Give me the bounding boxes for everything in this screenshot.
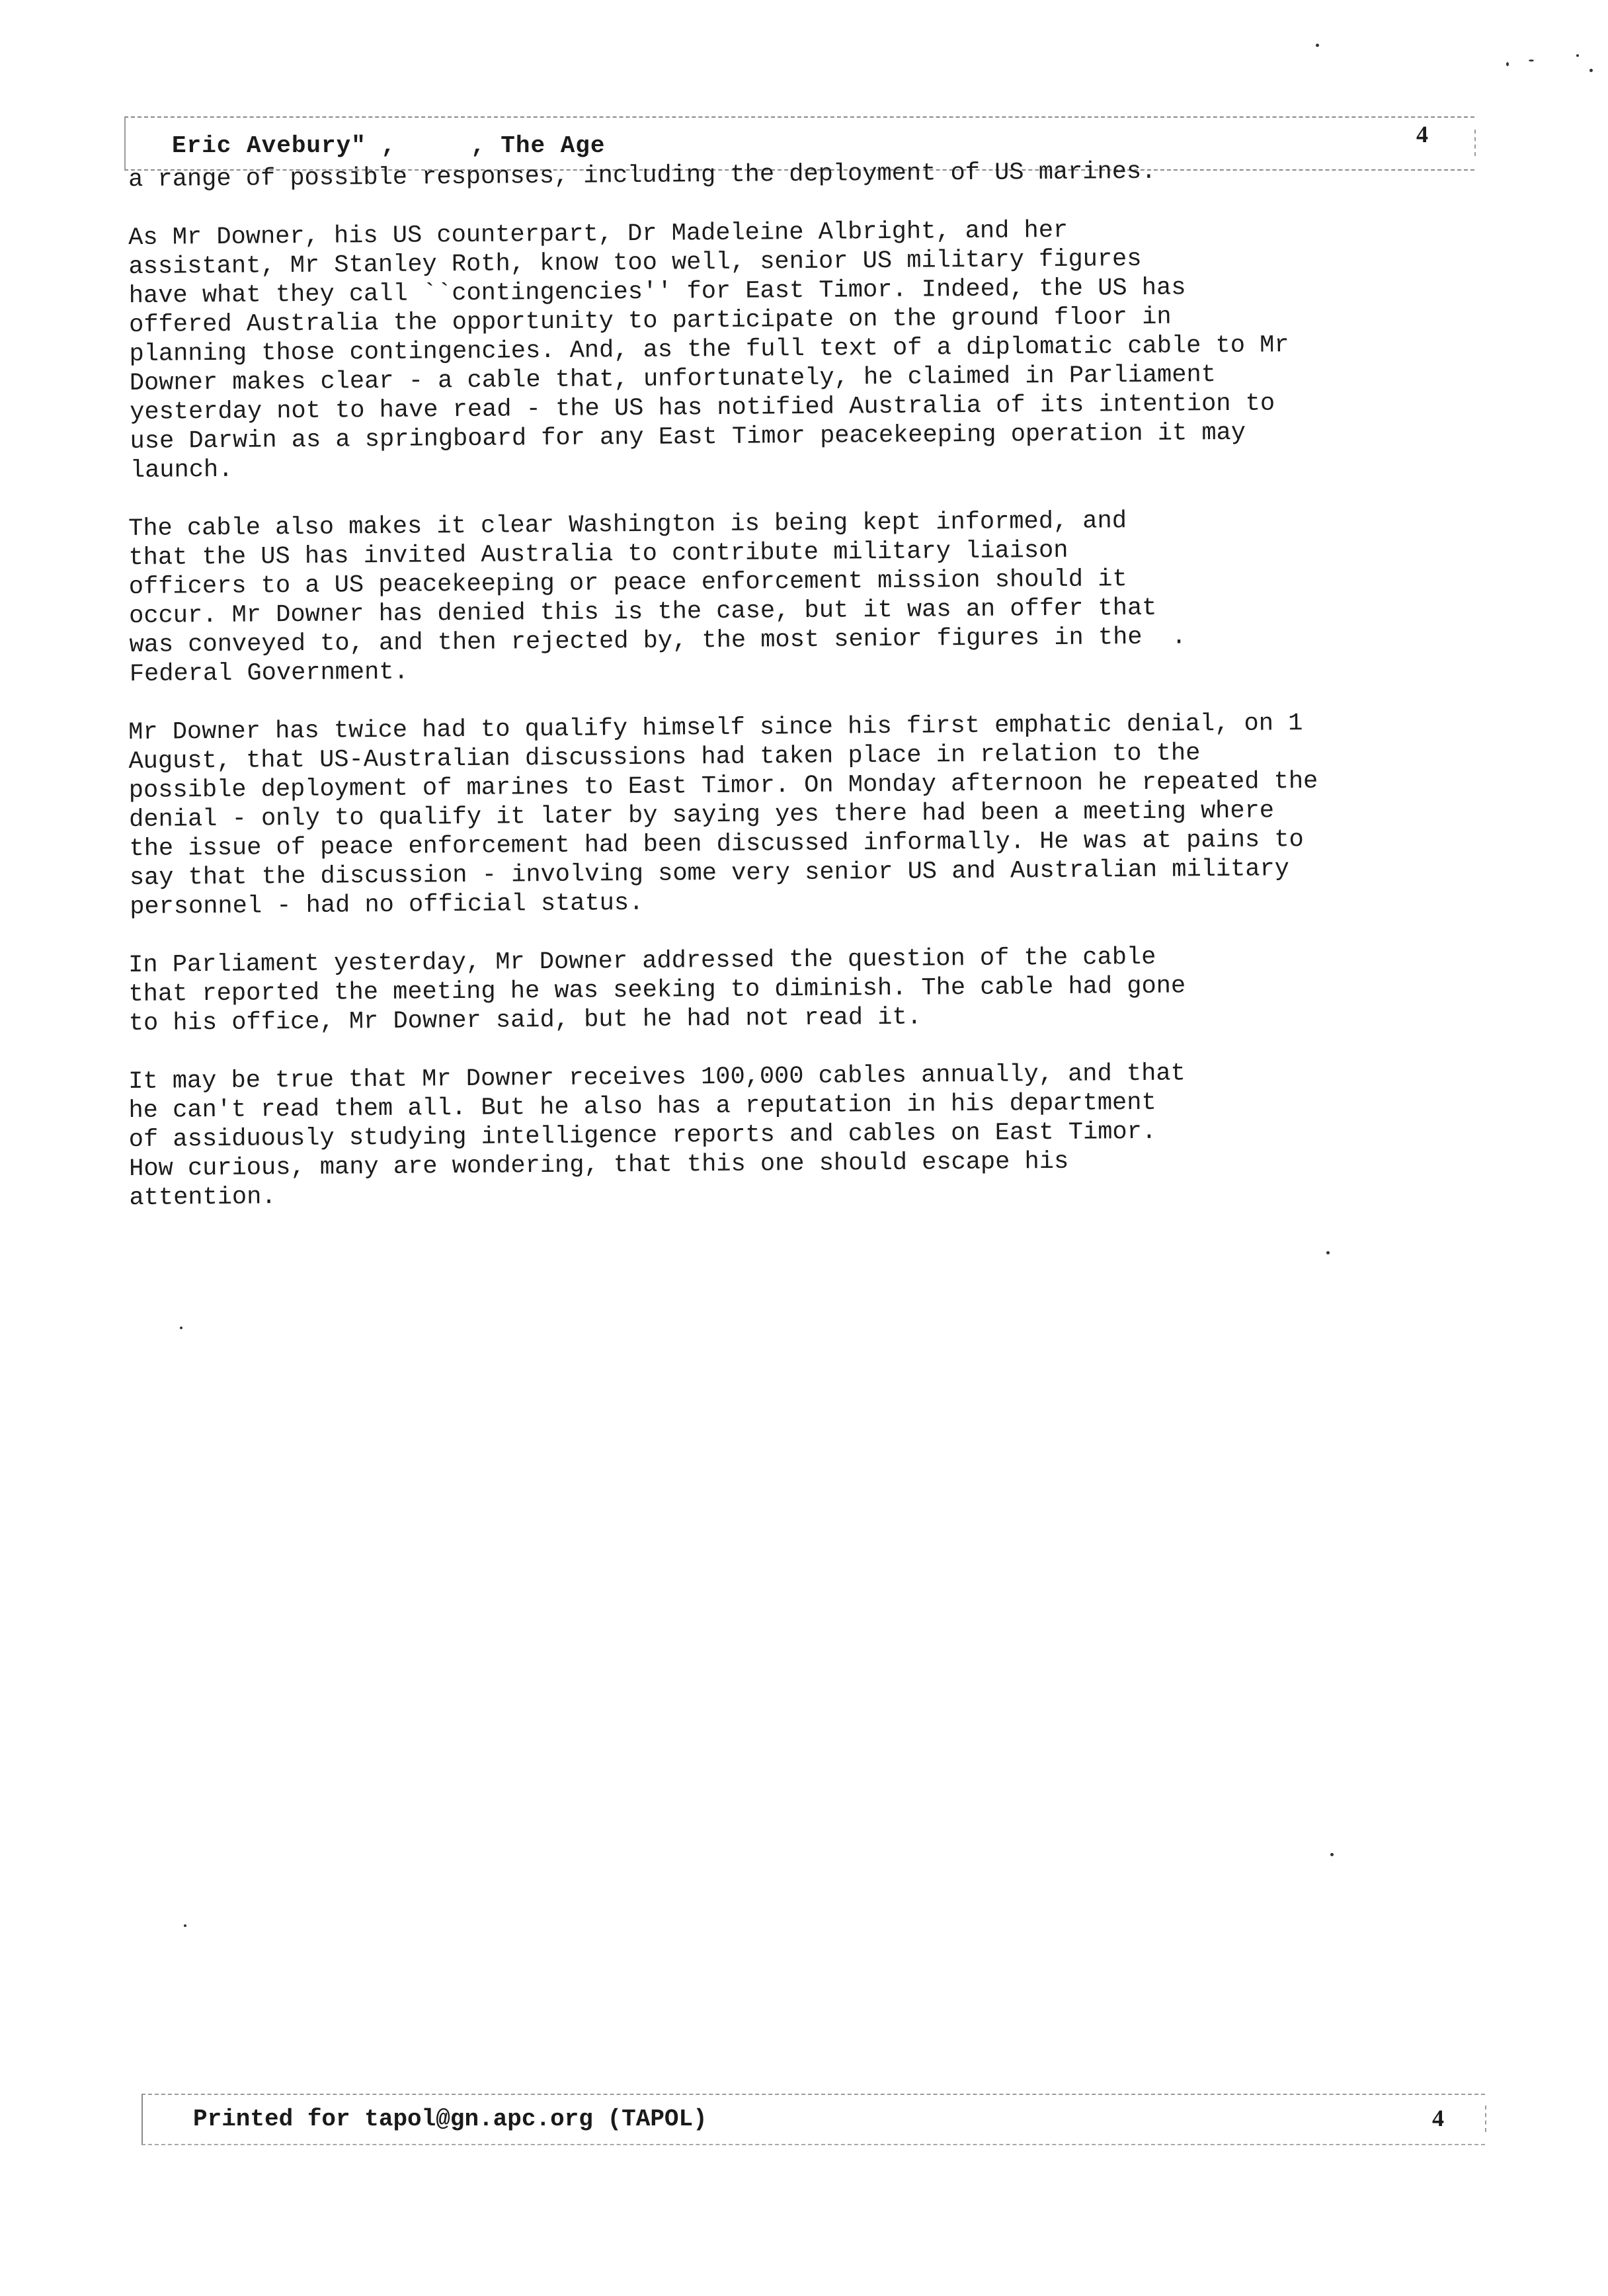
text-line: to his office, Mr Downer said, but he had not read it. [128,1003,922,1038]
text-line: It may be true that Mr Downer receives 100,000 cables annually, and that [128,1059,1186,1096]
page-footer [141,2094,1485,2145]
text-line: denial - only to qualify it later by saying yes there had been a meeting where [129,797,1275,834]
scan-speck [1576,54,1579,57]
text-line: The cable also makes it clear Washington is being kept informed, and [128,507,1127,543]
scan-speck [1589,69,1593,72]
article-paragraph [128,1057,1478,1213]
scan-speck [1326,1251,1330,1254]
text-line: a range of possible responses, including the deployment of US marines. [128,157,1156,194]
text-line: was conveyed to, and then rejected by, the most senior figures in the . [129,623,1187,659]
text-line: yesterday not to have read - the US has notified Australia of its intention to [130,390,1275,427]
text-line: Downer makes clear - a cable that, unfortunately, he claimed in Parliament [129,361,1217,397]
text-line: possible deployment of marines to East Timor. On Monday afternoon he repeated the [128,767,1318,805]
text-line: he can't read them all. But he also has a reputation in his department [128,1088,1156,1125]
footer-page-number: 4 [1432,2105,1444,2131]
scan-speck [184,1924,186,1927]
text-line: personnel - had no official status. [130,889,644,921]
scan-speck [1529,60,1534,62]
text-line: How curious, many are wondering, that this one should escape his [129,1147,1069,1183]
text-line: planning those contingencies. And, as the full text of a diplomatic cable to Mr [129,331,1289,368]
header-border-edge [1474,130,1476,156]
text-line: In Parliament yesterday, Mr Downer addressed the question of the cable [128,943,1156,979]
text-line: Mr Downer has twice had to qualify himself since his first emphatic denial, on 1 [128,710,1303,747]
article-paragraph [128,708,1478,922]
scan-speck [1316,44,1319,47]
text-line: say that the discussion - involving some very senior US and Australian military [129,855,1290,892]
text-line: attention. [129,1183,276,1212]
header-title: Eric Avebury" , , The Age [172,132,606,159]
text-line: assistant, Mr Stanley Roth, know too well, senior US military figures [128,245,1142,281]
header-page-number: 4 [1416,121,1428,147]
text-line: Federal Government. [129,658,409,688]
text-line: officers to a US peacekeeping or peace enforcement mission should it [128,565,1127,601]
footer-border-edge [1485,2106,1486,2132]
scan-speck [180,1327,182,1329]
text-line: that reported the meeting he was seeking to diminish. The cable had gone [128,972,1186,1008]
text-line: use Darwin as a springboard for any East Timor peacekeeping operation it may [130,419,1246,456]
article-paragraph [128,940,1478,1038]
scan-speck [1506,62,1509,66]
text-line: have what they call ``contingencies'' for East Timor. Indeed, the US has [128,274,1186,310]
article-paragraph [128,213,1479,485]
scan-speck [1330,1853,1334,1856]
text-line: the issue of peace enforcement had been discussed informally. He was at pains to [129,826,1304,863]
text-line: As Mr Downer, his US counterpart, Dr Madeleine Albright, and her [128,216,1068,252]
article-body [128,157,1477,1242]
text-line: of assiduously studying intelligence reports and cables on East Timor. [128,1118,1157,1154]
article-paragraph [128,504,1478,689]
text-line: launch. [130,456,233,485]
printed-for-label: Printed for tapol@gn.apc.org (TAPOL) [193,2106,707,2133]
text-line: August, that US-Australian discussions had taken place in relation to the [128,739,1201,776]
text-line: that the US has invited Australia to contribute military liaison [128,536,1068,572]
text-line: occur. Mr Downer has denied this is the case, but it was an offer that [129,594,1157,630]
text-line: offered Australia the opportunity to participate on the ground floor in [129,303,1172,339]
